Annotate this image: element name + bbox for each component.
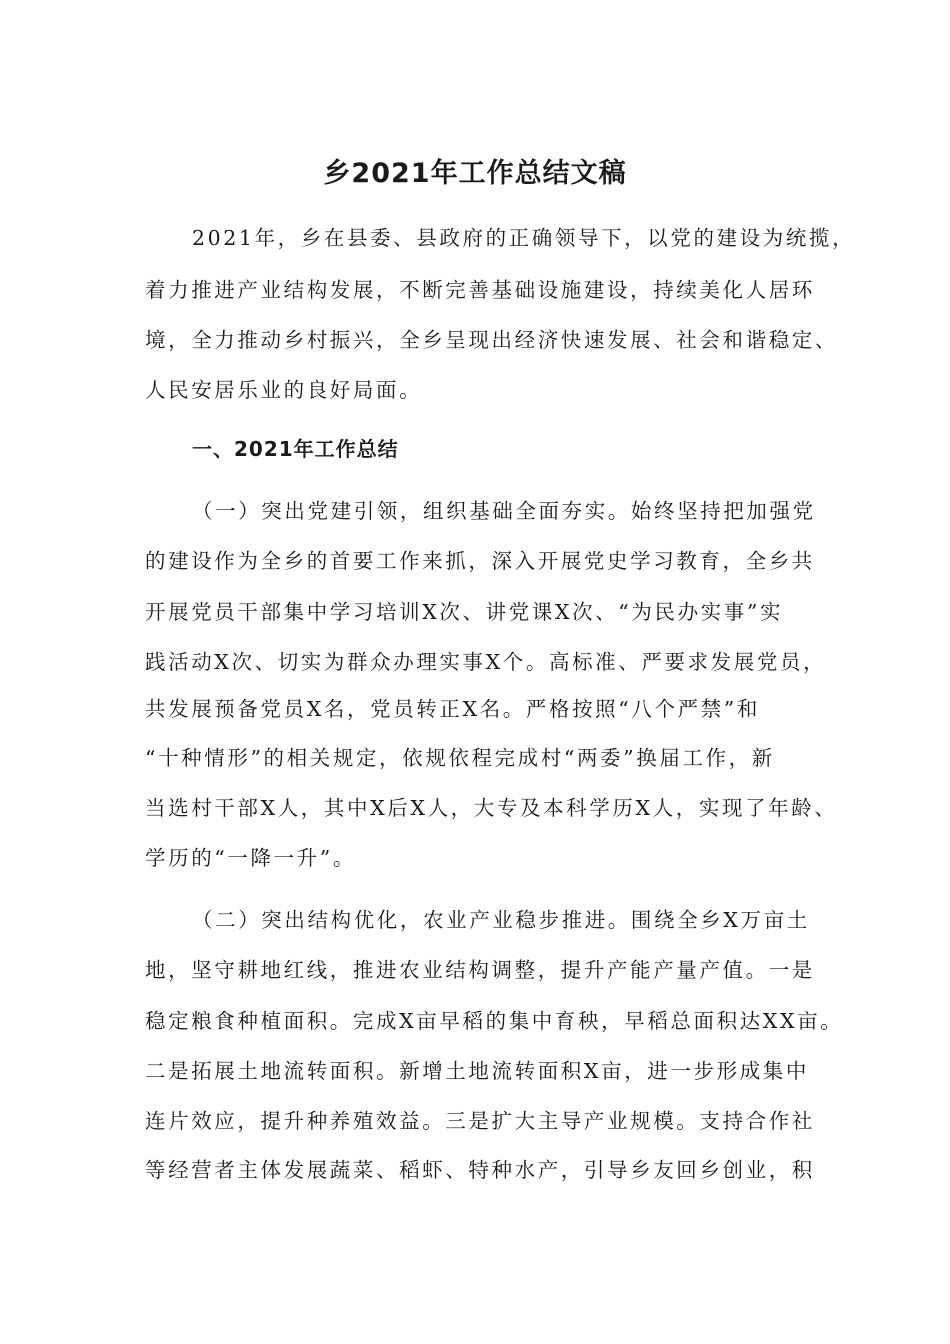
paragraph-line: 当选村干部X人，其中X后X人，大专及本科学历X人，实现了年龄、 <box>145 796 838 820</box>
paragraph-line: 开展党员干部集中学习培训X次、讲党课X次、“为民办实事”实 <box>145 600 784 624</box>
intro-line: 着力推进产业结构发展，不断完善基础设施建设，持续美化人居环 <box>145 278 815 302</box>
paragraph-line: “十种情形”的相关规定，依规依程完成村“两委”换届工作，新 <box>145 746 775 770</box>
paragraph-line: 共发展预备党员X名，党员转正X名。严格按照“八个严禁”和 <box>145 697 760 721</box>
paragraph-line: 连片效应，提升种养殖效益。三是扩大主导产业规模。支持合作社 <box>145 1109 815 1133</box>
document-title: 乡2021年工作总结文稿 <box>323 158 627 189</box>
intro-line: 人民安居乐业的良好局面。 <box>145 378 423 402</box>
paragraph-line: （二）突出结构优化，农业产业稳步推进。围绕全乡X万亩土 <box>192 908 810 932</box>
paragraph-line: 践活动X次、切实为群众办理实事X个。高标准、严要求发展党员， <box>145 650 827 674</box>
paragraph-line: 稳定粮食种植面积。完成X亩早稻的集中育秧，早稻总面积达XX亩。 <box>145 1009 844 1033</box>
paragraph-line: 的建设作为全乡的首要工作来抓，深入开展党史学习教育，全乡共 <box>145 549 815 573</box>
paragraph-line: 学历的“一降一升”。 <box>145 846 356 870</box>
intro-line: 2021年，乡在县委、县政府的正确领导下，以党的建设为统揽， <box>192 226 856 250</box>
paragraph-line: 二是拓展土地流转面积。新增土地流转面积X亩，进一步形成集中 <box>145 1059 809 1083</box>
paragraph-line: （一）突出党建引领，组织基础全面夯实。始终坚持把加强党 <box>192 499 816 523</box>
section-heading: 一、2021年工作总结 <box>192 437 399 461</box>
intro-line: 境，全力推动乡村振兴，全乡呈现出经济快速发展、社会和谐稳定、 <box>145 328 838 352</box>
paragraph-line: 地，坚守耕地红线，推进农业结构调整，提升产能产量产值。一是 <box>145 958 815 982</box>
paragraph-line: 等经营者主体发展蔬菜、稻虾、特种水产，引导乡友回乡创业，积 <box>145 1158 815 1182</box>
